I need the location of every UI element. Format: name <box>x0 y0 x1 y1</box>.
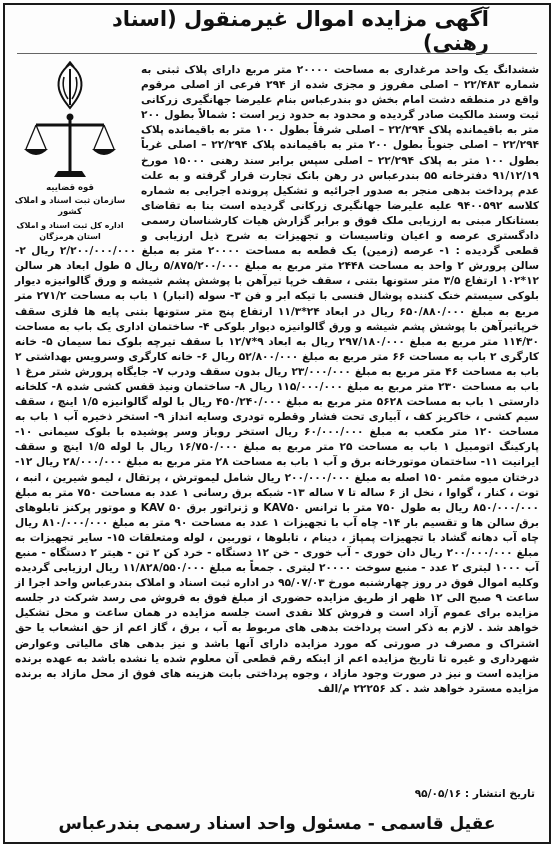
emblem-spacer <box>15 63 135 239</box>
title-bar <box>65 7 489 55</box>
notice-title: آگهی مزایده اموال غیرمنقول (اسناد رهنی) <box>112 7 489 55</box>
title-divider <box>17 53 537 54</box>
judiciary-motto: قوه قضاییه <box>46 183 94 193</box>
provincial-office-name: اداره کل ثبت اسناد و املاک استان هرمزگان <box>16 221 124 241</box>
notice-page <box>3 3 551 844</box>
organization-name: سازمان ثبت اسناد و املاک کشور <box>14 196 126 217</box>
publish-date: تاریخ انتشار : ۹۵/۰۵/۱۶ <box>414 788 535 800</box>
notice-body-text: ششدانگ یک واحد مرغداری به مساحت ۲۰۰۰۰ متر مربع دارای پلاک ثبتی به شماره ۲۲/۴۸۳ – اصلی مفروز و مجزی شده از ۲۹۴ فرعی از اصلی مرقوم واقع در منطقه دشت امام بخش دو بندرعباس بنام علیرضا جهانگیری زرکانی ثبت وسند مالکیت صادر گردیده و محدود به حدود زیر است : شمالاً بطول ۲۰۰ متر به باقیمانده پلاک ۲۲/۲۹۴ – اصلی شرقاً بطول ۱۰۰ متر به باقیمانده پلاک ۲۲/۲۹۴ – اصلی جنوباً بطول ۲۰۰ متر به باقیمانده پلاک ۲۲/۲۹۴ – اصلی غرباً بطول ۱۰۰ متر به پلاک ۲۲/۲۹۴ – اصلی سپس برابر سند رهنی ۱۵۰۰۰ مورخ ۹۱/۱۲/۱۹ دفترخانه ۵۵ بندرعباس در رهن بانک تجارت قرار گرفته و به علت عدم پرداخت بدهی منجر به صدور اجرائیه و تشکیل پرونده اجرایی به شماره کلاسه ۹۴۰۰۵۹۲ علیه علیرضا جهانگیری زرکانی گردیده است بنا به تقاضای بستانکار مبنی به ارزیابی ملک فوق و برابر گزارش هیات کارشناسان رسمی دادگستری عرصه و اعیان وتاسیسات و تجهیزات به شرح ذیل ارزیابی و قطعی گردیده : ۱- عرصه (زمین) یک قطعه به مساحت ۲۰۰۰۰ متر به مبلغ ۲/۲۰۰/۰۰۰/۰۰۰ ریال ۲- سالن پرورش ۲ واحد به مساحت ۲۴۴۸ متر مربع به مبلغ ۵/۸۷۵/۲۰۰/۰۰۰ ریال ۵ طول ابعاد هر سالن ۱۲*۱۰۲ ارتفاع ۳/۵ متر ستونها بتنی ، سقف خرپا تیرآهن با پوشش پشم شیشه و ورق گالوانیزه دیوار بلوکی سیستم خنک کننده پوشال فنسی با تیکه ابر و فن ۳- سوله (انبار) ۱ باب به مساحت ۲۷۱/۲ متر مربع به مبلغ ۶۵۰/۸۸۰/۰۰۰ ریال در ابعاد ۲۴*۱۱/۳ ارتفاع پنج متر ستونها بتنی پایه ها فلزی سقف خرپاتیرآهن با پوشش پشم شیشه و ورق گالوانیزه دیوار بلوکی ۴- ساختمان اداری یک باب به مساحت ۱۱۴/۳۰ متر مربع به مبلغ ۲۹۷/۱۸۰/۰۰۰ ریال به ابعاد ۹*۱۲/۷ با سقف تیرچه بلوک نما سیمان ۵- خانه کارگری ۲ باب به مساحت ۶۶ متر مربع به مبلغ ۵۲/۸۰۰/۰۰۰ ریال ۶- خانه کارگری وسرویس بهداشتی ۲ باب به مساحت ۴۶ متر مربع به مبلغ ۲۳/۰۰۰/۰۰۰ ریال بدون سقف ودرب ۷- جایگاه پرورش شتر مرغ ۱ باب به مساحت ۲۳۰ متر مربع به مبلغ ۱۱۵/۰۰۰/۰۰۰ ریال ۸- ساختمان ونیذ قفس کشی شده ۸- کلخانه دارستی ۱ باب به مساحت ۵۶۲۸ متر مربع به مبلغ ۴۵۰/۲۴۰/۰۰۰ ریال با لوله گالوانیزه ۱/۵ اینچ ، سقف سیم کشی ، خاکریز کف ، آبیاری تحت فشار وقطره تودری وسایه انداز ۹- استخر ذخیره آب ۱ باب به مساحت ۱۲۰ متر مکعب به مبلغ ۶۰/۰۰۰/۰۰۰ ریال استخر روباز وسر پوشیده با بلوک سیمانی ۱۰- پارکینگ اتومبیل ۱ باب به مساحت ۲۵ متر مربع به مبلغ ۱۶/۷۵۰/۰۰۰ ریال با لوله ۱/۵ اینچ و سقف ایرانیت ۱۱- ساختمان موتورخانه برق و آب ۱ باب به مساحت ۲۸ متر مربع به مبلغ ۲۸/۰۰۰/۰۰۰ ریال ۱۲- درختان میوه مثمر ۱۵۰ اصله به مبلغ ۲۰۰/۰۰۰/۰۰۰ ریال شامل لیموترش ، پرتقال ، لیمو شیرین ، انبه ، توت ، کنار ، گواوا ، نخل از ۶ ساله تا ۷ ساله ۱۳- شبکه برق رسانی ۱ عدد به مساحت ۷۵۰ متر به مبلغ ۸۵۰/۰۰۰/۰۰۰ ریال به طول ۷۵۰ متر با ترانس KAV۵۰ و ژنراتور برق KAV ۵۰ و موتور پرکنز تابلوهای برق سالن ها و تقسیم بار ۱۴- چاه آب با تجهیزات ۱ عدد به مساحت ۹۰ متر به مبلغ ۸۱۰/۰۰۰/۰۰۰ ریال چاه آب دهانه گشاد با تجهیزات پمپاژ ، دینام ، تابلوها ، توربین ، لوله ومتعلقات ۱۵- سایر تجهیزات به مبلغ ۲۰۰/۰۰۰/۰۰۰ ریال دان خوری - آب خوری - خن ۱۲ دستگاه - خرد کن ۲ تن - هیتر ۲ دستگاه - منبع آب ۱۰۰۰ لیتری ۲ عدد - منبع سوخت ۲۰۰۰۰ لیتری . جمعاً به مبلغ ۱۱/۸۲۸/۵۵۰/۰۰۰ ریال ارزیابی گردیده وکلیه اموال فوق در روز چهارشنبه مورخ ۹۵/۰۷/۰۳ در اداره ثبت اسناد و املاک بندرعباس واحد اجرا از ساعت ۹ صبح الی ۱۲ ظهر از طریق مزایده حضوری از مبلغ فوق به فروش می رسد شرکت در جلسه مزایده برای عموم آزاد است و فروش کلا نقدی است جلسه مزایده در همان ساعت و محل تشکیل خواهد شد . لازم به ذکر است پرداخت بدهی های مربوط به آب ، برق ، گاز اعم از حق انشعاب یا حق اشتراک و مصرف در صورتی که مورد مزایده دارای آنها باشد و نیز بدهی های مالیاتی وعوارض شهرداری و غیره تا تاریخ مزایده اعم از اینکه رقم قطعی آن معلوم شده یا نشده باشد به عهده برنده مزایده است و نیز در صورت وجود مازاد ، وجوه پرداختی بابت هزینه های فوق از محل مازاد به برنده مزایده مسترد خواهد شد . <box>15 64 540 695</box>
notice-body-container <box>15 63 539 697</box>
signature-line: عقیل قاسمی - مسئول واحد اسناد رسمی بندرعباس <box>58 814 496 834</box>
reference-code: کد ۲۲۲۵۶ م/الف <box>317 682 402 695</box>
